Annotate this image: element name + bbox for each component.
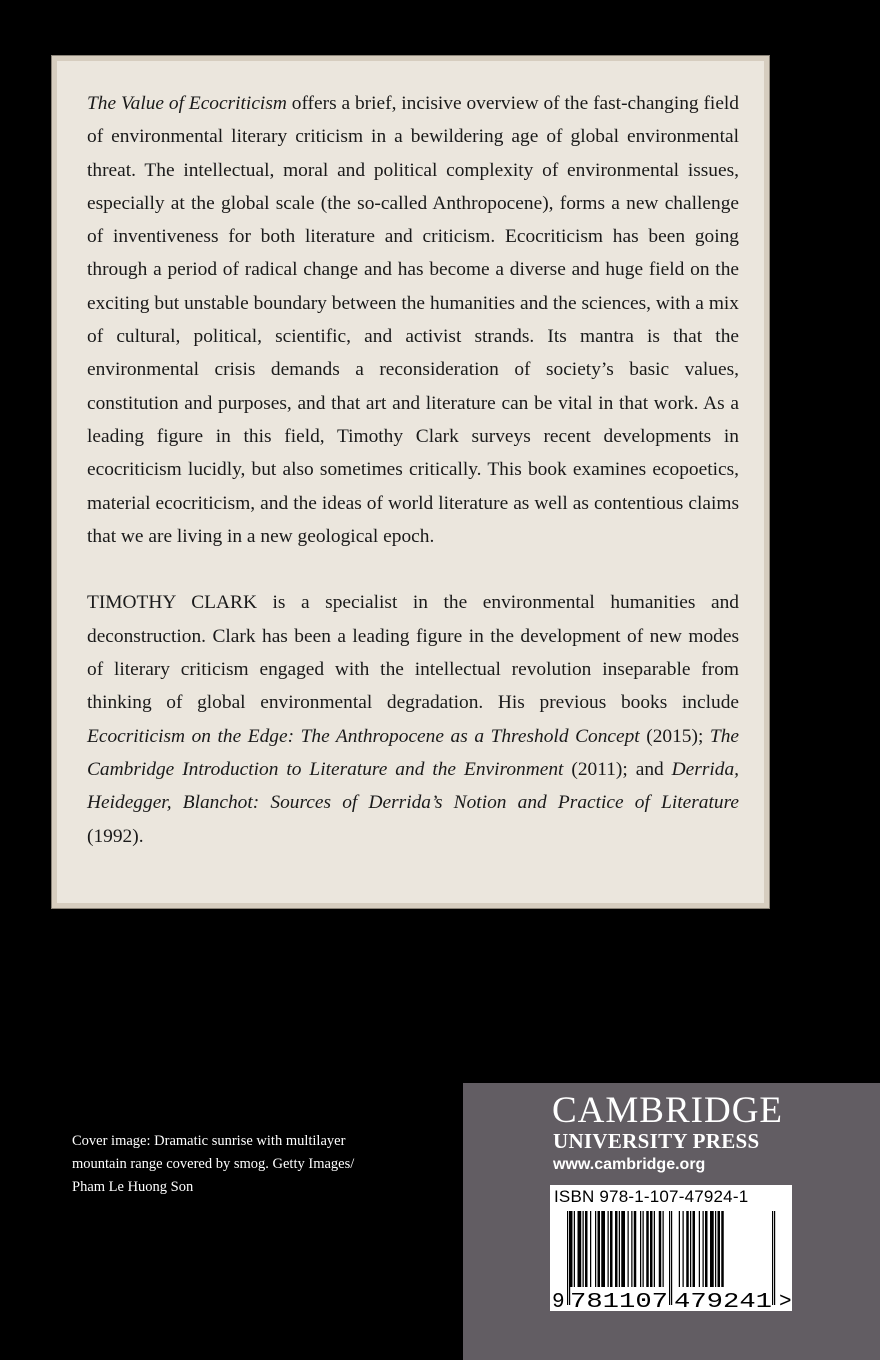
description-panel (52, 56, 769, 908)
barcode-lead-digit: 9 (552, 1291, 565, 1311)
previous-book-1-year: (2015); (639, 725, 710, 747)
barcode-bar (574, 1211, 575, 1287)
barcode-bar (650, 1211, 653, 1287)
isbn-label: ISBN 978-1-107-47924-1 (554, 1187, 749, 1206)
barcode-bar (583, 1211, 584, 1287)
barcode-bar (631, 1211, 632, 1287)
barcode-bar (628, 1211, 629, 1287)
barcode-guard-bar (567, 1211, 568, 1305)
barcode-bar (615, 1211, 618, 1287)
publisher-url: www.cambridge.org (553, 1156, 706, 1173)
barcode-bar (598, 1211, 601, 1287)
barcode-end-mark: > (779, 1291, 792, 1311)
isbn-barcode (550, 1185, 792, 1311)
previous-book-2: The Cambridge Introduction to Literature and the Environment (87, 725, 739, 780)
barcode-bar (643, 1211, 644, 1287)
barcode-guard-bar (669, 1211, 670, 1305)
credit-line-3: Pham Le Huong Son (72, 1179, 194, 1195)
barcode-guard-bar (774, 1211, 775, 1305)
author-bio (87, 586, 739, 852)
barcode-bar (646, 1211, 649, 1287)
previous-book-1: Ecocriticism on the Edge: The Anthropocene as a Threshold Concept (87, 725, 640, 747)
description-body: offers a brief, incisive overview of the fast-changing field of environmental literary criticism in a bewildering age of global environmental threat. The intellectual, moral and political complexity of environmental issues, especially at the global scale (the so-called Anthropocene), forms a new challenge of inventiveness for both literature and criticism. Ecocriticism has been going through a period of radical change and has become a diverse and huge field on the exciting but unstable boundary between the humanities and the sciences, with a mix of cultural, political, scientific, and activist strands. Its mantra is that the environmental crisis demands a reconsideration of society’s basic values, constitution and purposes, and that art and literature can be vital in that work. As a leading figure in this field, Timothy Clark surveys recent developments in ecocriticism lucidly, but also sometimes critically. This book examines ecopoetics, material ecocriticism, and the ideas of world literature as well as contentious claims that we are living in a new geological epoch. (87, 93, 740, 547)
barcode-bar (640, 1211, 641, 1287)
back-cover-text (87, 87, 739, 853)
barcode-bar (721, 1211, 724, 1287)
barcode-bar (585, 1211, 588, 1287)
barcode-bar (693, 1211, 696, 1287)
publisher-block (463, 1083, 880, 1360)
previous-book-3: Derrida, Heidegger, Blanchot: Sources of Derrida’s Notion and Practice of Literature (87, 758, 739, 814)
author-bio-intro: TIMOTHY CLARK is a specialist in the environmental humanities and deconstruction. Clark has been a leading figure in the development of new modes of literary criticism engaged with the intellectual revolution inseparable from thinking of global environmental degradation. His previous books include (87, 592, 739, 714)
barcode-bar (686, 1211, 689, 1287)
barcode-bar (715, 1211, 716, 1287)
barcode-bar (608, 1211, 609, 1287)
credit-line-2: mountain range covered by smog. Getty Images/ (72, 1156, 355, 1172)
previous-book-2-year: (2011); and (563, 758, 672, 780)
barcode-bar (659, 1211, 662, 1287)
barcode-digit-group-1: 781107 (570, 1291, 668, 1311)
barcode-bar (683, 1211, 684, 1287)
barcode-bar (570, 1211, 573, 1287)
barcode-bar (703, 1211, 704, 1287)
barcode-bar (705, 1211, 708, 1287)
barcode-bar (710, 1211, 714, 1287)
barcode-bar (621, 1211, 625, 1287)
book-title: The Value of Ecocriticism (87, 93, 287, 114)
publisher-subname: UNIVERSITY PRESS (553, 1129, 760, 1153)
barcode-bar (690, 1211, 691, 1287)
barcode-bar (619, 1211, 620, 1287)
barcode-digit-group-2: 479241 (674, 1291, 772, 1311)
barcode-bar (595, 1211, 596, 1287)
barcode-bar (663, 1211, 664, 1287)
barcode-bar (601, 1211, 605, 1287)
previous-book-3-year: (1992). (87, 825, 144, 847)
barcode-bar (634, 1211, 637, 1287)
barcode-bar (699, 1211, 700, 1287)
barcode-guard-bar (671, 1211, 672, 1305)
barcode-bar (610, 1211, 613, 1287)
barcode-bar (718, 1211, 721, 1287)
publisher-name: CAMBRIDGE (552, 1090, 784, 1131)
barcode-bar (578, 1211, 582, 1287)
barcode-bar (654, 1211, 655, 1287)
credit-line-1: Cover image: Dramatic sunrise with multilayer (72, 1133, 346, 1149)
barcode-bar (590, 1211, 591, 1287)
barcode-bar (679, 1211, 680, 1287)
barcode-guard-bar (772, 1211, 773, 1305)
book-description (87, 87, 739, 553)
cover-image-credit (72, 1130, 412, 1199)
